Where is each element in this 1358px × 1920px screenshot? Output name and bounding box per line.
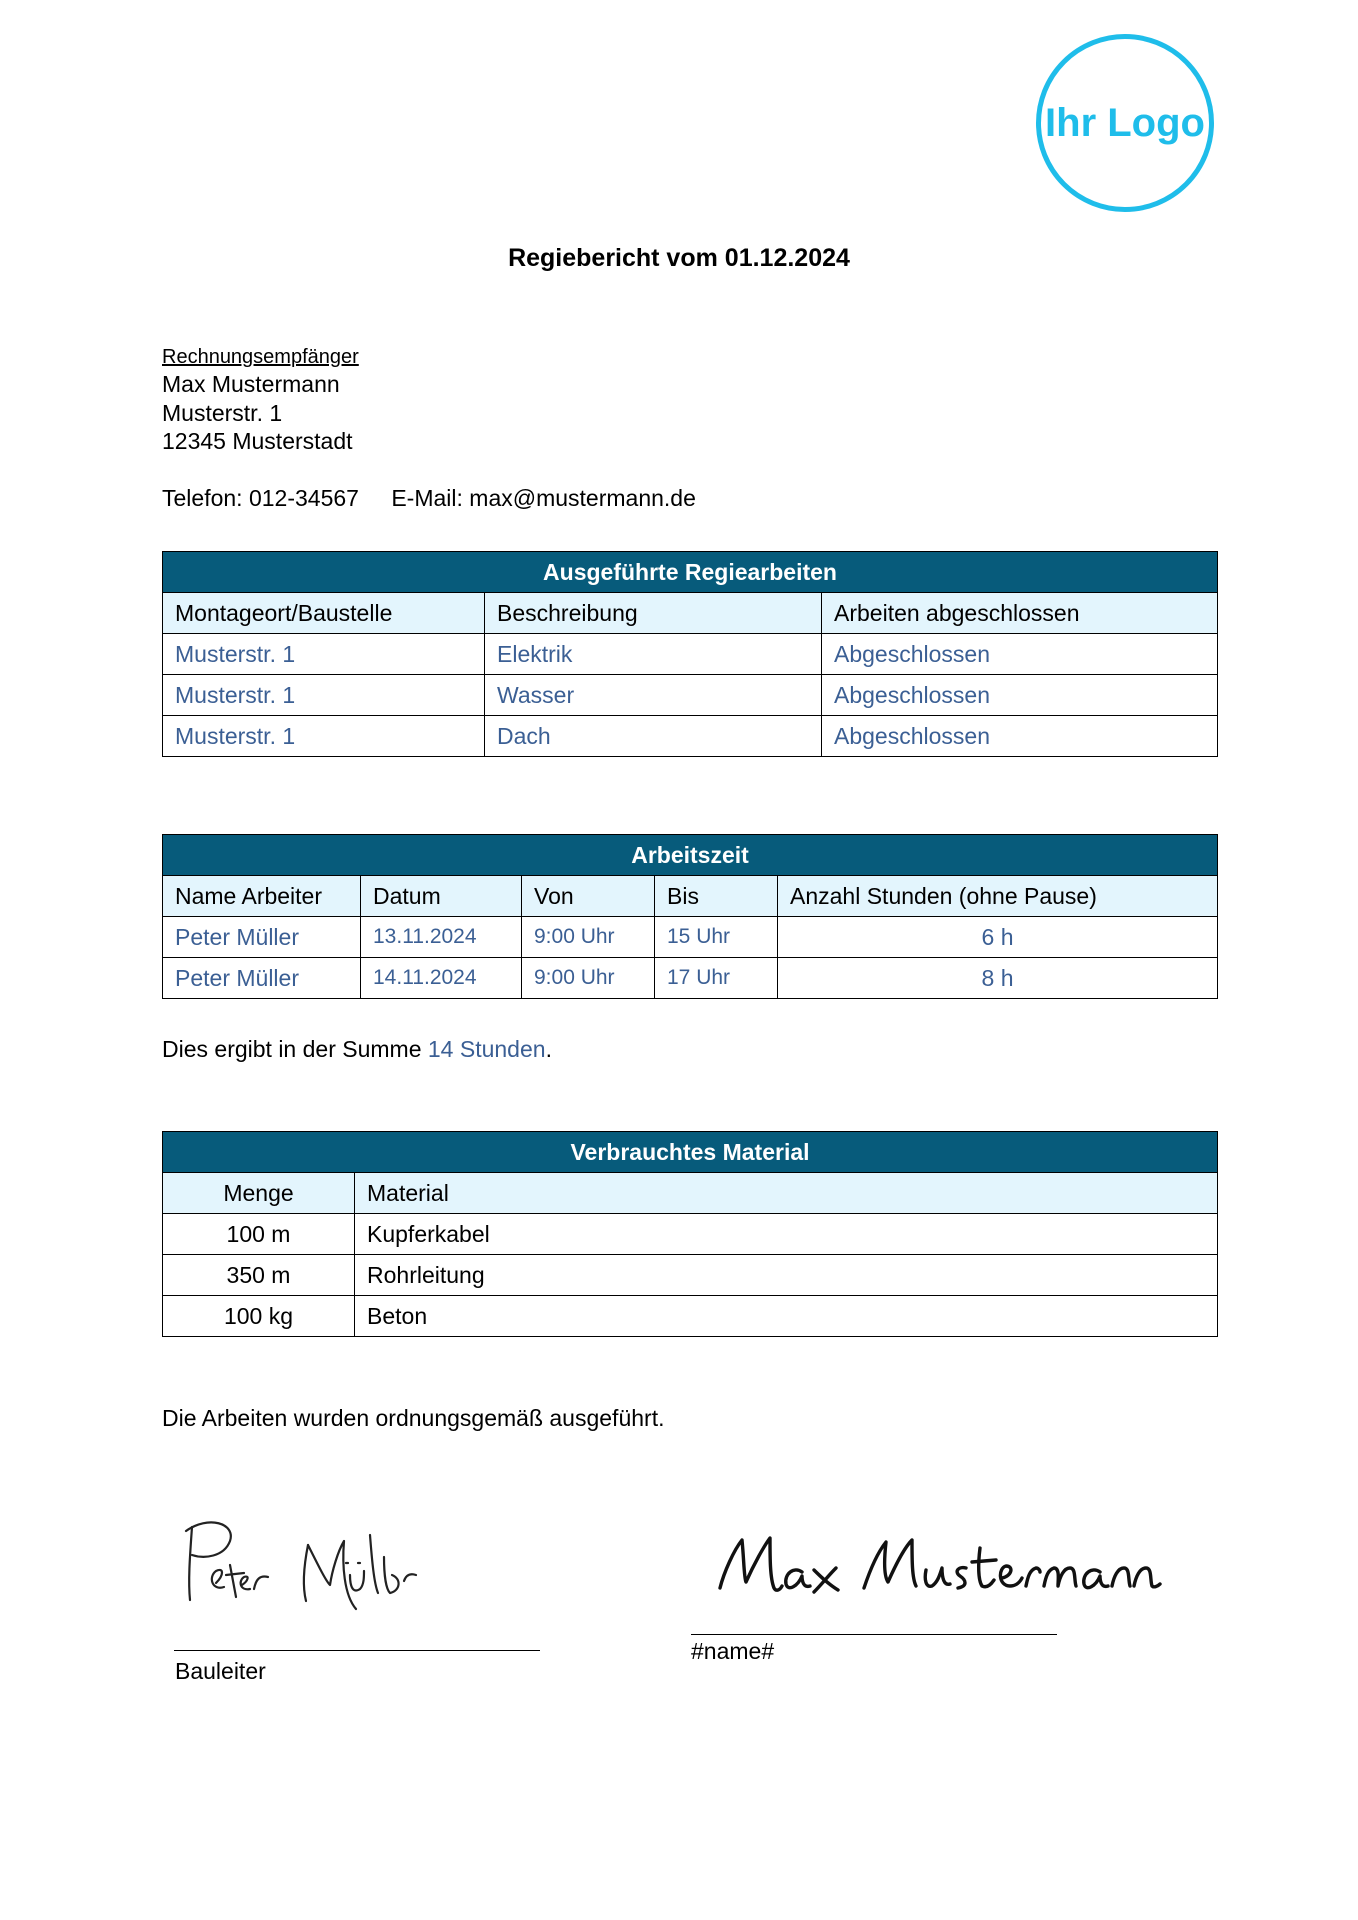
table-row	[163, 917, 1218, 958]
table-cell: Musterstr. 1	[163, 716, 485, 757]
table-row	[163, 716, 1218, 757]
table-cell: Abgeschlossen	[822, 675, 1218, 716]
recipient-name: Max Mustermann	[162, 371, 340, 397]
company-logo	[1036, 34, 1214, 212]
recipient-label: Rechnungsempfänger	[162, 346, 359, 368]
time-table-title: Arbeitszeit	[163, 835, 1218, 876]
table-cell: 15 Uhr	[655, 917, 778, 958]
logo-text: Ihr Logo	[1045, 100, 1205, 145]
material-table	[162, 1131, 1218, 1337]
column-header: Arbeiten abgeschlossen	[822, 593, 1218, 634]
document-title: Regiebericht vom 01.12.2024	[508, 244, 850, 272]
recipient-block	[162, 344, 359, 456]
table-row	[163, 1255, 1218, 1296]
table-cell: 9:00 Uhr	[522, 917, 655, 958]
table-cell: Elektrik	[485, 634, 822, 675]
signature-label-bauleiter: Bauleiter	[175, 1658, 266, 1684]
table-cell: Kupferkabel	[355, 1214, 1218, 1255]
signature-line-right	[691, 1634, 1057, 1635]
table-cell: Wasser	[485, 675, 822, 716]
sum-suffix: .	[545, 1036, 552, 1062]
material-table-title: Verbrauchtes Material	[163, 1132, 1218, 1173]
table-cell: 6 h	[778, 917, 1218, 958]
column-header: Datum	[361, 876, 522, 917]
closing-statement: Die Arbeiten wurden ordnungsgemäß ausgeführt.	[162, 1405, 665, 1431]
table-row	[163, 634, 1218, 675]
signature-peter-mueller	[178, 1505, 468, 1625]
table-cell: Musterstr. 1	[163, 675, 485, 716]
table-cell: Dach	[485, 716, 822, 757]
sum-value: 14 Stunden	[427, 1036, 546, 1062]
table-cell: Peter Müller	[163, 917, 361, 958]
recipient-street: Musterstr. 1	[162, 399, 283, 426]
column-header: Von	[522, 876, 655, 917]
sum-sentence	[162, 1036, 552, 1063]
contact-line	[162, 485, 696, 512]
table-cell: Abgeschlossen	[822, 634, 1218, 675]
contact-phone: Telefon: 012-34567	[162, 485, 359, 511]
signature-max-mustermann	[714, 1520, 1174, 1610]
column-header: Name Arbeiter	[163, 876, 361, 917]
table-cell: 100 kg	[163, 1296, 355, 1337]
table-cell: 14.11.2024	[361, 958, 522, 999]
recipient-city: 12345 Musterstadt	[162, 428, 353, 454]
table-cell: 350 m	[163, 1255, 355, 1296]
work-table-title: Ausgeführte Regiearbeiten	[163, 552, 1218, 593]
signature-label-name: #name#	[691, 1638, 775, 1664]
table-cell: 8 h	[778, 958, 1218, 999]
time-table-header-row	[163, 876, 1218, 917]
sum-prefix: Dies ergibt in der Summe	[162, 1036, 422, 1062]
column-header: Beschreibung	[485, 593, 822, 634]
time-table	[162, 834, 1218, 999]
table-cell: 13.11.2024	[361, 917, 522, 958]
table-row	[163, 675, 1218, 716]
work-table-header-row	[163, 593, 1218, 634]
contact-email: E-Mail: max@mustermann.de	[391, 485, 696, 511]
table-cell: Rohrleitung	[355, 1255, 1218, 1296]
table-row	[163, 1214, 1218, 1255]
signature-line-left	[174, 1650, 540, 1651]
table-cell: 100 m	[163, 1214, 355, 1255]
column-header: Bis	[655, 876, 778, 917]
table-cell: Abgeschlossen	[822, 716, 1218, 757]
column-header: Menge	[163, 1173, 355, 1214]
table-row	[163, 1296, 1218, 1337]
column-header: Material	[355, 1173, 1218, 1214]
table-cell: Peter Müller	[163, 958, 361, 999]
material-table-header-row	[163, 1173, 1218, 1214]
column-header: Montageort/Baustelle	[163, 593, 485, 634]
table-cell: Musterstr. 1	[163, 634, 485, 675]
work-table	[162, 551, 1218, 757]
table-row	[163, 958, 1218, 999]
column-header: Anzahl Stunden (ohne Pause)	[778, 876, 1218, 917]
table-cell: 17 Uhr	[655, 958, 778, 999]
table-cell: 9:00 Uhr	[522, 958, 655, 999]
table-cell: Beton	[355, 1296, 1218, 1337]
